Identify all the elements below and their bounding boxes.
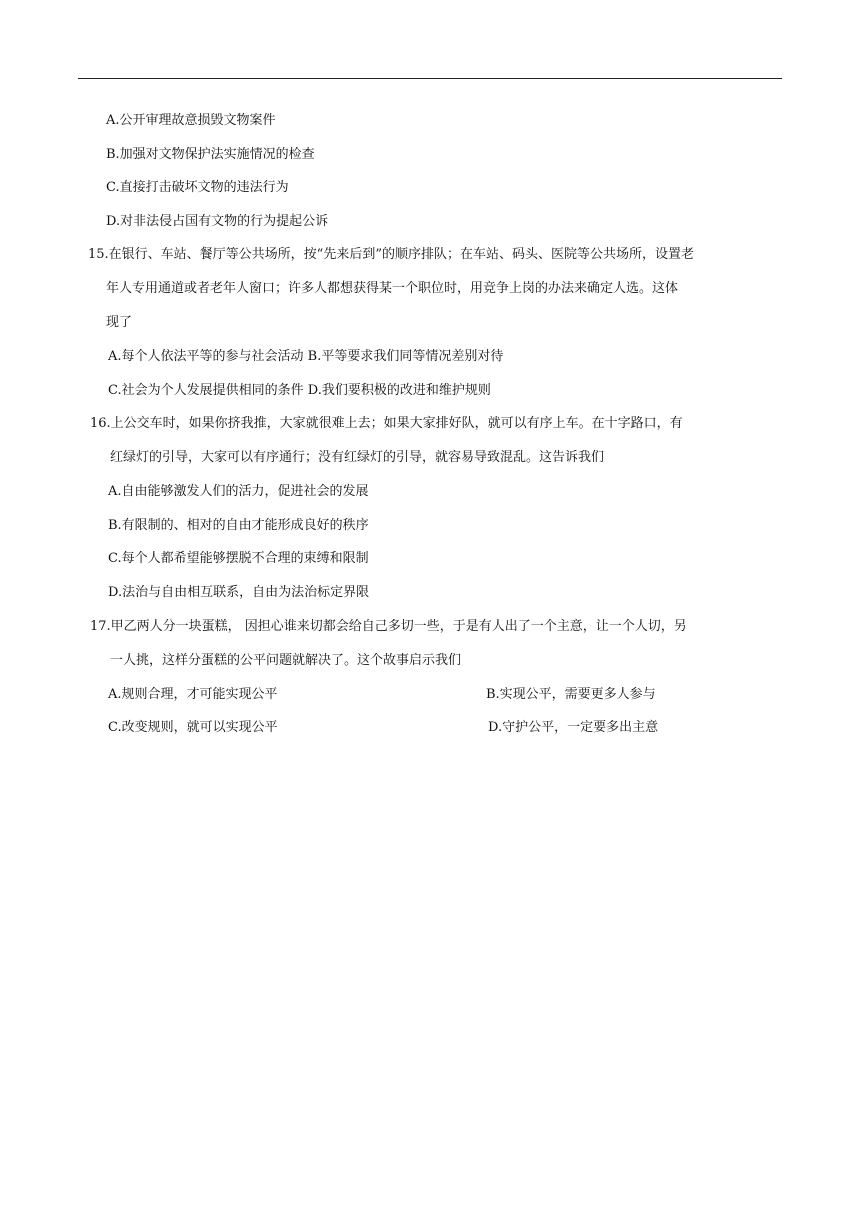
q16-option-d: D.法治与自由相互联系，自由为法治标定界限 bbox=[108, 585, 370, 600]
q15-stem-line-1: 15.在银行、车站、餐厅等公共场所，按“先来后到”的顺序排队；在车站、码头、医院等公共场所，设置老 bbox=[88, 247, 694, 262]
q17-option-b: B.实现公平，需要更多人参与 bbox=[486, 687, 656, 702]
q16-stem-line-1: 16.上公交车时，如果你挤我推，大家就很难上去；如果大家排好队，就可以有序上车。在十字路口，有 bbox=[90, 416, 683, 431]
q15-stem-line-3: 现了 bbox=[106, 315, 133, 330]
q16-option-c: C.每个人都希望能够摆脱不合理的束缚和限制 bbox=[108, 551, 369, 566]
q14-option-c: C.直接打击破坏文物的违法行为 bbox=[106, 180, 289, 195]
q15-stem-line-2: 年人专用通道或者老年人窗口；许多人都想获得某一个职位时，用竞争上岗的办法来确定人选。这体 bbox=[106, 281, 679, 296]
q17-stem-line-1: 17.甲乙两人分一块蛋糕， 因担心谁来切都会给自己多切一些，于是有人出了一个主意，让一个人切，另 bbox=[90, 619, 687, 634]
q16-stem-line-2: 红绿灯的引导，大家可以有序通行；没有红绿灯的引导，就容易导致混乱。这告诉我们 bbox=[110, 450, 605, 465]
q14-option-b: B.加强对文物保护法实施情况的检查 bbox=[106, 147, 315, 162]
q15-options-row-1: A.每个人依法平等的参与社会活动 B.平等要求我们同等情况差别对待 bbox=[108, 349, 504, 364]
q16-option-b: B.有限制的、相对的自由才能形成良好的秩序 bbox=[108, 518, 369, 533]
q14-option-d: D.对非法侵占国有文物的行为提起公诉 bbox=[106, 214, 329, 229]
q17-option-a: A.规则合理，才可能实现公平 bbox=[108, 687, 278, 702]
q17-stem-line-2: 一人挑，这样分蛋糕的公平问题就解决了。这个故事启示我们 bbox=[110, 653, 462, 668]
q14-option-a: A.公开审理故意损毁文物案件 bbox=[106, 113, 276, 128]
q15-options-row-2: C.社会为个人发展提供相同的条件 D.我们要积极的改进和维护规则 bbox=[108, 383, 491, 398]
q17-option-d: D.守护公平，一定要多出主意 bbox=[488, 720, 659, 735]
q17-option-c: C.改变规则，就可以实现公平 bbox=[108, 720, 278, 735]
header-rule bbox=[78, 78, 782, 79]
q16-option-a: A.自由能够激发人们的活力，促进社会的发展 bbox=[108, 484, 369, 499]
